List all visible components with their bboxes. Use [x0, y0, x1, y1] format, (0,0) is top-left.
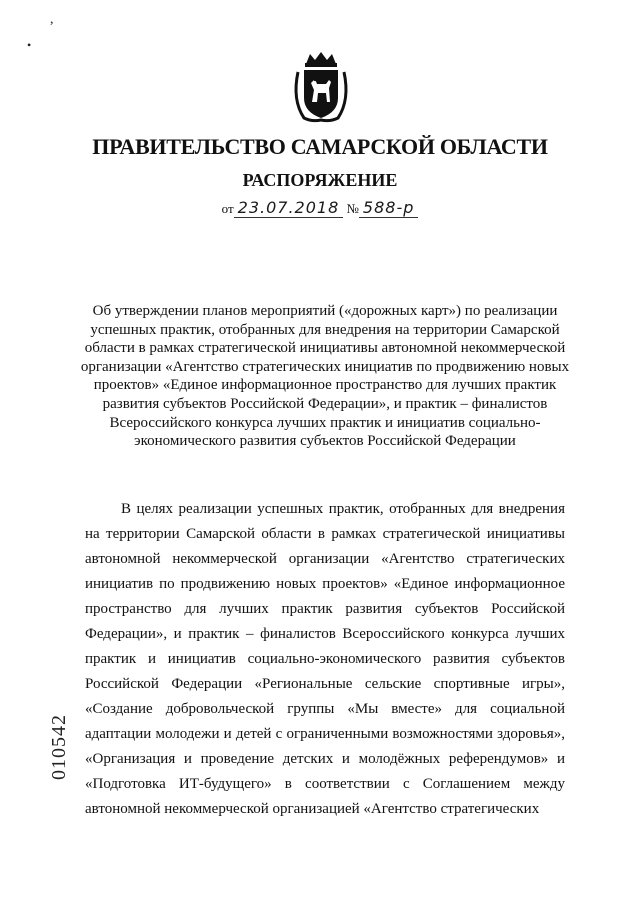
organization-title: ПРАВИТЕЛЬСТВО САМАРСКОЙ ОБЛАСТИ: [92, 134, 548, 159]
stray-mark: •: [27, 38, 32, 52]
document-type: РАСПОРЯЖЕНИЕ: [242, 170, 398, 190]
date-number-line: [0, 198, 640, 217]
date-prefix: от: [221, 201, 234, 216]
document-subject: Об утверждении планов мероприятий («дорожных карт») по реализации успешных практик, отобранных для внедрения на территории Самарской области в рамках стратегической инициативы автономной некоммерческой организации «Агентство стратегических инициатив по продвижению новых проектов» «Единое информационное пространство для лучших практик развития субъектов Российской Федерации», и практик – финалистов Всероссийского конкурса лучших практик и инициатив социально-экономического развития субъектов Российской Федерации: [80, 303, 570, 450]
date-value: 23.07.2018: [234, 198, 344, 218]
coat-of-arms-icon: [290, 50, 352, 124]
number-value: 588-р: [359, 198, 418, 218]
serial-number: 010542: [48, 714, 70, 780]
document-body: [85, 497, 565, 822]
stray-mark: ,: [50, 12, 54, 27]
number-prefix: №: [346, 201, 359, 216]
body-paragraph: В целях реализации успешных практик, отобранных для внедрения на территории Самарской области в рамках стратегической инициативы автономной некоммерческой организации «Агентство стратегических инициатив по продвижению новых проектов» «Единое информационное пространство для лучших практик развития субъектов Российской Федерации», и практик – финалистов Всероссийского конкурса лучших практик и инициатив социально-экономического развития субъектов Российской Федерации «Региональные сельские спортивные игры», «Создание добровольческой группы «Мы вместе» для социальной адаптации молодежи и детей с ограниченными возможностями здоровья», «Организация и проведение детских и молодёжных референдумов» и «Подготовка ИТ-будущего» в соответствии с Соглашением между автономной некоммерческой организацией «Агентство стратегических: [85, 501, 565, 817]
